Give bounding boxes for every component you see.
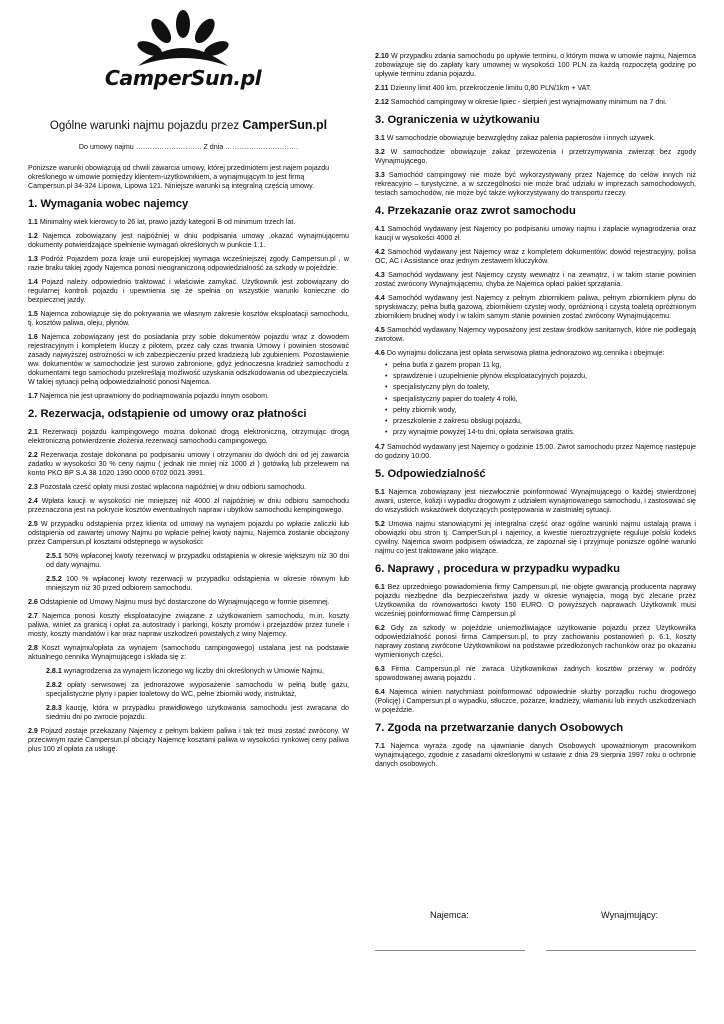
clause-1-7: 1.7 Najemca nie jest uprawniony do podnajmowania pojazdu innym osobom. — [28, 392, 269, 400]
contract-reference-line: Do umowy najmu ………………………. Z dnia …………………………. — [78, 143, 299, 151]
clause-6-4: 6.4 Najemca winien natychmiast poinformować odpowiednie służby porządku ruchu drogowego (Policję) i Campersun.pl o wypadku, stłuczce, pożarze, kradzieży, włamaniu lub innych uszkodzeniach w pojeździe. — [375, 688, 696, 715]
clause-5-2: 5.2 Umowa najmu stanowiącymi jej integralna część oraz ogólne warunki najmu ustalają prawa i obowiązki obu stron tj. CamperSun.pl i najemcy, a kwestie nieroztrzygnięte reguluje polski kodeks cywilny. Najemca swoim podpisem oświadcza, że zapoznał się i przyjmuje poniższe ogólne warunki najmu co jest traktowane jako wiążące. — [375, 520, 696, 556]
clause-2-12: 2.12 Samochód campingowy w okresie lipiec - sierpień jest wynajmowany minimum na 7 dni. — [375, 98, 667, 106]
clause-2-10: 2.10 W przypadku zdania samochodu po upływie terminu, o którym mowa w umowie najmu, Najemca zobowiązuje się do zapłaty kary umownej w wysokości 100 PLN za każdą rozpoczętą godzinę po upływie terminu zdania pojazdu. — [375, 52, 696, 78]
clause-5-1: 5.1 Najemca zobowiązany jest niezwłocznie poinformować Wynajmującego o każdej stwierdzonej awarii, usterce, kolizji i wypadku drogowym z udziałem wynajmowanego samochodu, i zastosować się do wszystkich wskazówek dotyczących postępowania w zaistniałej sytuacji. — [375, 488, 696, 515]
clause-1-5: 1.5 Najemca zobowiązuje się do pokrywania we własnym zakresie kosztów eksploatacji samochodu, tj. kosztów paliwa, oleju, płynów. — [28, 310, 349, 327]
clause-2-5-2: 2.5.2 100 % wpłaconej kwoty rezerwacji w przypadku odstąpienia w okresie równym lub mniejszym niż 30 przed odbiorem samochodu. — [46, 575, 349, 592]
clause-2-8-1: 2.8.1 wynagrodzenia za wynajem liczonego wg liczby dni określonych w Umowie Najmu, — [46, 667, 324, 675]
clause-2-8-3: 2.8.3 kaucję, która w przypadku prawidłowego użytkowania samochodu jest zwracana do siedmiu dni po zwrocie pojazdu. — [46, 704, 349, 721]
section-1-heading: 1. Wymagania wobec najemcy — [28, 198, 189, 210]
clause-4-3: 4.3 Samochód wydawany jest Najemcy czysty wewnątrz i na zewnątrz, i w takim stanie powinien zostać zwrócony Wynajmującemu, chyba że Najemca opłaci pakiet sprzątania. — [375, 271, 696, 288]
clause-1-1: 1.1 Minimalny wiek kierowcy to 26 lat, prawo jazdy kategorii B od minimum trzech lat. — [28, 218, 296, 226]
list-item: • pełna butla z gazem propan 11 kg, — [395, 360, 696, 371]
clause-1-6: 1.6 Najemca zobowiązany jest do posiadania przy sobie dokumentów pojazdu wraz z dowodem rejestracyjnym i kompletem kluczy z pilotem, przez cały czas trwania Umowy i powinien stosować zasady najwyższej ostrożności w ich zabezpieczeniu przed kradzieżą lub zgubieniem. Pozostawienie ww. dokumentów w samochodzie jest surowo zabronione, gdyż jednoczesna kradzież samochodu z dokumentami tego samochodu przekreślają możliwość uzyskania odszkodowania od ubezpieczyciela. W takiej sytuacji pełną odpowiedzialność ponosi Najemca. — [28, 333, 349, 386]
clause-6-2: 6.2 Gdy za szkody w pojeździe uniemożliwiające użytkowanie pojazdu przez Użytkownika odpowiedzialność ponosi firma Campersun.pl, to przy zachowaniu postanowień p. 6.1, koszty naprawy zostaną zwrócone Użytkownikowi na podstawie przedłożonych rachunków oraz po okazaniu wymienionych części. — [375, 624, 696, 660]
list-item: • sprawdzenie i uzupełnienie płynów eksploatacyjnych pojazdu, — [395, 371, 696, 382]
clause-2-5: 2.5 W przypadku odstąpienia przez klienta od umowy na wynajem pojazdu po wpłacie zaliczki lub odstąpienia od zawartej umowy Najmu po wpłacie pełnej kwoty najmu, Najemca zostanie obciążony przez Campersun.pl kosztami odstępnego w wysokości: — [28, 520, 349, 546]
list-item: • specjalistyczny papier do toalety 4 rolki, — [395, 394, 696, 405]
signature-line-tenant — [375, 950, 525, 951]
clause-1-4: 1.4 Pojazd należy odpowiednio traktować i właściwie zamykać. Użytkownik jest zobowiązany do regularnej kontroli pojazdu i upewnienia się że spełnia on wszystkie warunki konieczne do bezpiecznej jazdy. — [28, 278, 349, 304]
clause-4-1: 4.1 Samochód wydawany jest Najemcy po podpisaniu umowy najmu i zapłacie wynagrodzenia oraz kaucji w wysokości 4000 zł. — [375, 225, 696, 242]
clause-2-8: 2.8 Koszt wynajmu/opłata za wynajem (samochodu campingowego) ustalana jest na podstawie aktualnego cennika Wynajmującego i składa się z: — [28, 644, 349, 661]
clause-4-7: 4.7 Samochód wydawany jest Najemcy o godzinie 15:00. Zwrot samochodu przez Najemcę następuje do godziny 10:00. — [375, 443, 696, 461]
clause-4-5: 4.5 Samochód wydawany Najemcy wyposażony jest zestaw środków sanitarnych, które nie podlegają zwrotowi. — [375, 326, 696, 343]
list-item: • przeszkolenie z zakresu obsługi pojazdu, — [395, 416, 696, 427]
section-2-heading: 2. Rezerwacja, odstąpienie od umowy oraz płatności — [28, 408, 307, 420]
clause-2-1: 2.1 Rezerwacji pojazdu kampingowego można dokonać drogą elektroniczną, otrzymując drogą elektroniczną potwierdzenie złożenia rezerwacji samochodu campingowego. — [28, 428, 349, 445]
section-3-heading: 3. Ograniczenia w użytkowaniu — [375, 114, 540, 126]
section-6-heading: 6. Naprawy , procedura w przypadku wypadku — [375, 563, 620, 576]
service-fee-list — [375, 360, 696, 438]
clause-3-1: 3.1 W samochodzie obowiązuje bezwzględny zakaz palenia papierosów i innych używek. — [375, 134, 655, 142]
title-prefix: Ogólne warunki najmu pojazdu przez — [49, 120, 240, 132]
signature-label-landlord: Wynajmujący: — [601, 910, 659, 920]
clause-3-3: 3.3 Samochód campingowy nie może być wykorzystywany przez Najemcę do celów innych niż rekreacyjno – turystyczne, a w szczególności nie może brać udziału w imprezach samochodowych, testach samochodów, nie może być także wykorzystywany do transportu rzeczy. — [375, 171, 696, 197]
intro-paragraph: Poniższe warunki obowiązują od chwili zawarcia umowy, której przedmiotem jest najem pojazdu określonego w umowie pomiędzy klientem-użytkownikiem, a wynajmującym to jest firmą Campersun.pl 34-324 Lipowa, Lipowa 121. Niniejsze warunki są integralną częścią umowy. — [28, 164, 330, 190]
section-7-heading: 7. Zgoda na przetwarzanie danych Osobowych — [375, 722, 624, 735]
clause-4-2: 4.2 Samochód wydawany jest Najemcy wraz z kompletem dokumentów: dowód rejestracyjny, polisa OC, AC i Assistance oraz jednym zestawem kluczyków. — [375, 248, 696, 265]
clause-1-3: 1.3 Podróż Pojazdem poza kraje unii europejskiej wymaga wcześniejszej zgody Campersun.pl , w razie braku takiej zgody Najemca ponosi nieograniczoną odpowiedzialność za szkody w pojeździe. — [28, 255, 349, 272]
signature-label-tenant: Najemca: — [430, 910, 469, 920]
signature-line-landlord — [546, 950, 696, 951]
list-item: • specjalistyczny płyn do toalety, — [395, 382, 696, 393]
title-brand: CamperSun.pl — [242, 118, 328, 132]
clause-2-9: 2.9 Pojazd zostaje przekazany Najemcy z pełnym bakiem paliwa i tak też musi zostać zwrócony. W przeciwnym razie Campersun.pl obciąży Najemcę kosztami paliwa w wysokości rynkowej ceny paliwa plus 100 zł opłata za usługę. — [28, 727, 349, 753]
clause-6-3: 6.3 Firma Campersun.pl nie zwraca Użytkownikowi żadnych kosztów przerwy w podróży spowodowanej awarią pojazdu . — [375, 665, 696, 683]
clause-7-1: 7.1 Najemca wyraża zgodę na ujawnianie danych Osobowych upoważnionym pracownikom wynajmującego, zgodnie z zasadami określonymi w ustawie z dnia 29 sierpnia 1997 roku o ochronie danych osobowych. — [375, 742, 696, 769]
clause-4-6: 4.6 Do wynajmu doliczana jest opłata serwisowa płatna jednorazowo wg.cennika i obejmuje: — [375, 349, 665, 357]
clause-2-7: 2.7 Najemca ponosi koszty eksploatacyjne związane z użytkowaniem samochodu, m.in. koszty paliwa, winiet za granicą i opłat za autostrady i parkingi, koszty promów i przejazdów przez tunele i mosty, koszty mandatów i kar oraz napraw uszkodzeń powstałych z winy Najemcy. — [28, 612, 349, 638]
section-4-heading: 4. Przekazanie oraz zwrot samochodu — [375, 205, 576, 217]
campersun-logo — [98, 10, 268, 96]
clause-6-1: 6.1 Bez uprzedniego powiadomienia firmy Campersun.pl, nie objęte gwarancją producenta naprawy pojazdu niezbędne dla bezpieczeństwa jazdy w okresie wynajęcia, mogą być zlecane przez Użytkownika do równowartości kwoty 150 EURO. O powyższych naprawach Użytkownik musi wcześniej poinformować firmę Campersun.pl — [375, 583, 696, 619]
right-column — [375, 52, 696, 774]
list-item: • pełny zbiornik wody, — [395, 405, 696, 416]
logo-wordmark: CamperSun.pl — [104, 66, 262, 90]
sun-rays-logo-icon — [98, 10, 268, 70]
clause-2-5-1: 2.5.1 50% wpłaconej kwoty rezerwacji w przypadku odstąpienia w okresie większym niż 30 dni od daty wynajmu. — [46, 552, 349, 569]
clause-2-8-2: 2.8.2 opłaty serwisowej za jednorazowe wyposażenie samochodu w pełną butlę gazu, specjalistyczne płyny i papier toaletowy do WC, pełne zbiorniki wody, instruktaż, — [46, 681, 349, 698]
clause-2-2: 2.2 Rezerwacja zostaje dokonana po podpisaniu umowy i otrzymaniu do dwóch dni od jej zawarcia zadatku w wysokości 30 % ceny najmu ( jednak nie mniej niż 1000 zł ) gotówką lub przelewem na konto PKO BP S.A 38 1020 1390 0000 6702 0021 3991. — [28, 451, 349, 477]
list-item: • przy wynajmie powyżej 14-tu dni, opłata serwisowa gratis. — [395, 427, 696, 438]
document-title — [28, 118, 349, 133]
clause-3-2: 3.2 W samochodzie obowiązuje zakaz przewożenia i przetrzymywania zwierząt bez zgody Wynajmującego. — [375, 148, 696, 165]
clause-2-11: 2.11 Dzienny limit 400 km, przekroczenie limitu 0,80 PLN/1km + VAT. — [375, 84, 592, 92]
clause-2-3: 2.3 Pozostała cześć opłaty musi zostać wpłacona najpóźniej w dniu odbioru samochodu. — [28, 483, 307, 491]
clause-1-2: 1.2 Najemca zobowiązany jest najpóźniej w dniu podpisania umowy ,okazać wynajmującemu dokumenty potwierdzające spełnienie wymagań określonych w punkcie 1.1. — [28, 232, 349, 249]
left-column — [28, 110, 349, 759]
section-5-heading: 5. Odpowiedzialność — [375, 468, 486, 481]
clause-2-6: 2.6 Odstąpienie od Umowy Najmu musi być dostarczone do Wynajmującego w formie pisemnej. — [28, 598, 330, 606]
clause-2-4: 2.4 Wpłata kaucji w wysokości nie mniejszej niż 4000 zł najpóźniej w dniu odbioru samochodu przeznaczona jest na pokrycie kosztów ewentualnych napraw i ubytków samochodu kempingowego. — [28, 497, 349, 514]
clause-4-4: 4.4 Samochód wydawany jest Najemcy z pełnym zbiornikiem paliwa, pełnym zbiornikiem płynu do spryskiwaczy, pełna butlą gazową, zbiornikiem czystej wody, opróżnioną i czystą toaletą opróżnionym zbiornikiem brudnej wody i w takim samym stanie powinien zostać zwrócony Wynajmującemu. — [375, 294, 696, 320]
